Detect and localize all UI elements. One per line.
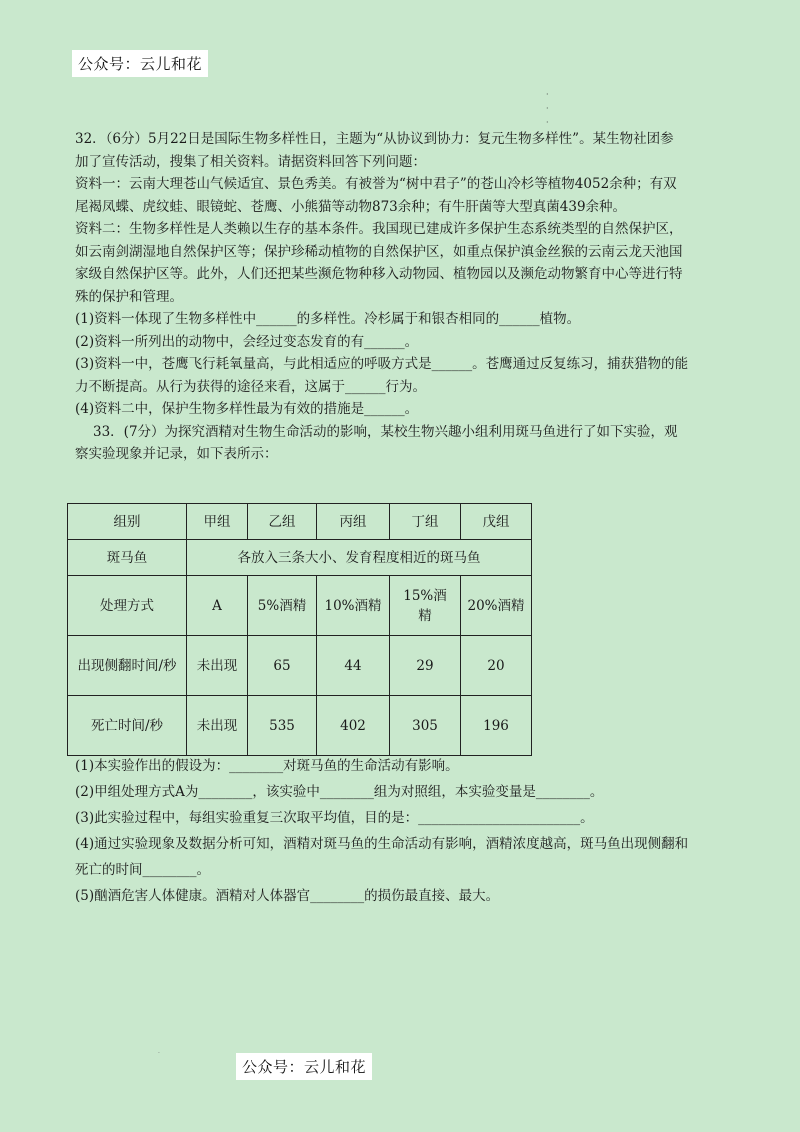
merged-cell: 各放入三条大小、发育程度相近的斑马鱼 [187, 540, 532, 576]
scan-marks: · · · [546, 90, 549, 127]
table-cell: 未出现 [187, 696, 248, 756]
scan-mark: · [158, 1050, 160, 1057]
q32-material2-line3: 家级自然保护区等。此外，人们还把某些濒危物种移入动物园、植物园以及濒危动物繁育中心等进行特 [75, 266, 683, 282]
q33-sub4-line2: 死亡的时间________。 [75, 862, 210, 878]
q33-intro-line1: 33．(7分）为探究酒精对生物生命活动的影响，某校生物兴趣小组利用斑马鱼进行了如下实验，观 [93, 423, 678, 440]
table-row [68, 576, 532, 636]
header-cell: 甲组 [187, 504, 248, 540]
watermark-top: 公众号：云儿和花 [72, 50, 208, 77]
table-cell: 20%酒精 [461, 576, 532, 636]
q32-material2-line4: 殊的保护和管理。 [75, 288, 183, 305]
q32-sub1: (1)资料一体现了生物多样性中______的多样性。冷杉属于和银杏相同的______植物。 [75, 311, 581, 327]
q33-sub2: (2)甲组处理方式A为________，该实验中________组为对照组，本实验变量是________。 [75, 784, 604, 800]
table-cell: 402 [317, 696, 390, 756]
watermark-bottom: 公众号：云儿和花 [236, 1053, 372, 1080]
table-cell: A [187, 576, 248, 636]
table-cell: 65 [248, 636, 317, 696]
question-33-subquestions [75, 753, 735, 909]
q32-sub2: (2)资料一所列出的动物中，会经过变态发育的有______。 [75, 333, 419, 350]
row-label: 死亡时间/秒 [68, 696, 187, 756]
q32-intro-line2: 加了宣传活动，搜集了相关资料。请据资料回答下列问题： [75, 153, 426, 170]
q32-material2-line1: 资料二：生物多样性是人类赖以生存的基本条件。我国现已建成许多保护生态系统类型的自然保护区， [75, 221, 683, 237]
q33-sub5: (5)酗酒危害人体健康。酒精对人体器官________的损伤最直接、最大。 [75, 888, 500, 904]
table-cell: 5%酒精 [248, 576, 317, 636]
experiment-table [67, 503, 532, 756]
q33-intro-line2: 察实验现象并记录，如下表所示： [75, 446, 278, 462]
row-label: 处理方式 [68, 576, 187, 636]
table-cell: 未出现 [187, 636, 248, 696]
table-cell: 44 [317, 636, 390, 696]
q33-sub3: (3)此实验过程中，每组实验重复三次取平均值，目的是：________________________。 [75, 810, 594, 826]
q32-material1-line1: 资料一：云南大理苍山气候适宜、景色秀美。有被誉为“树中君子”的苍山冷杉等植物4052余种；有双 [75, 176, 677, 192]
row-label: 出现侧翻时间/秒 [68, 636, 187, 696]
header-cell: 乙组 [248, 504, 317, 540]
table-cell: 29 [390, 636, 461, 696]
q32-intro-line1: 32．（6分）5月22日是国际生物多样性日，主题为“从协议到协力：复元生物多样性”。某生物社团参 [75, 131, 674, 147]
table-row [68, 540, 532, 576]
header-cell: 组别 [68, 504, 187, 540]
q32-sub3-line2: 力不断提高。从行为获得的途径来看，这属于______行为。 [75, 378, 426, 395]
q33-sub1: (1)本实验作出的假设为：________对斑马鱼的生命活动有影响。 [75, 758, 459, 774]
row-label: 斑马鱼 [68, 540, 187, 576]
table-cell: 305 [390, 696, 461, 756]
q32-material2-line2: 如云南剑湖湿地自然保护区等；保护珍稀动植物的自然保护区，如重点保护滇金丝猴的云南云龙天池国 [75, 243, 683, 260]
table-row [68, 636, 532, 696]
header-cell: 戊组 [461, 504, 532, 540]
table-cell: 535 [248, 696, 317, 756]
table-cell: 15%酒精 [390, 576, 461, 636]
table-header-row [68, 504, 532, 540]
q32-material1-line2: 尾褐凤蝶、虎纹蛙、眼镜蛇、苍鹰、小熊猫等动物873余种；有牛肝菌等大型真菌439余种。 [75, 198, 627, 215]
table-cell: 196 [461, 696, 532, 756]
header-cell: 丙组 [317, 504, 390, 540]
q32-sub4: (4)资料二中，保护生物多样性最为有效的措施是______。 [75, 401, 419, 417]
question-32 [75, 128, 735, 466]
header-cell: 丁组 [390, 504, 461, 540]
table-cell: 10%酒精 [317, 576, 390, 636]
q33-sub4-line1: (4)通过实验现象及数据分析可知，酒精对斑马鱼的生命活动有影响，酒精浓度越高，斑马鱼出现侧翻和 [75, 836, 689, 852]
q32-sub3-line1: (3)资料一中，苍鹰飞行耗氧量高，与此相适应的呼吸方式是______。苍鹰通过反复练习，捕获猎物的能 [75, 356, 689, 372]
table-row [68, 696, 532, 756]
table-cell: 20 [461, 636, 532, 696]
